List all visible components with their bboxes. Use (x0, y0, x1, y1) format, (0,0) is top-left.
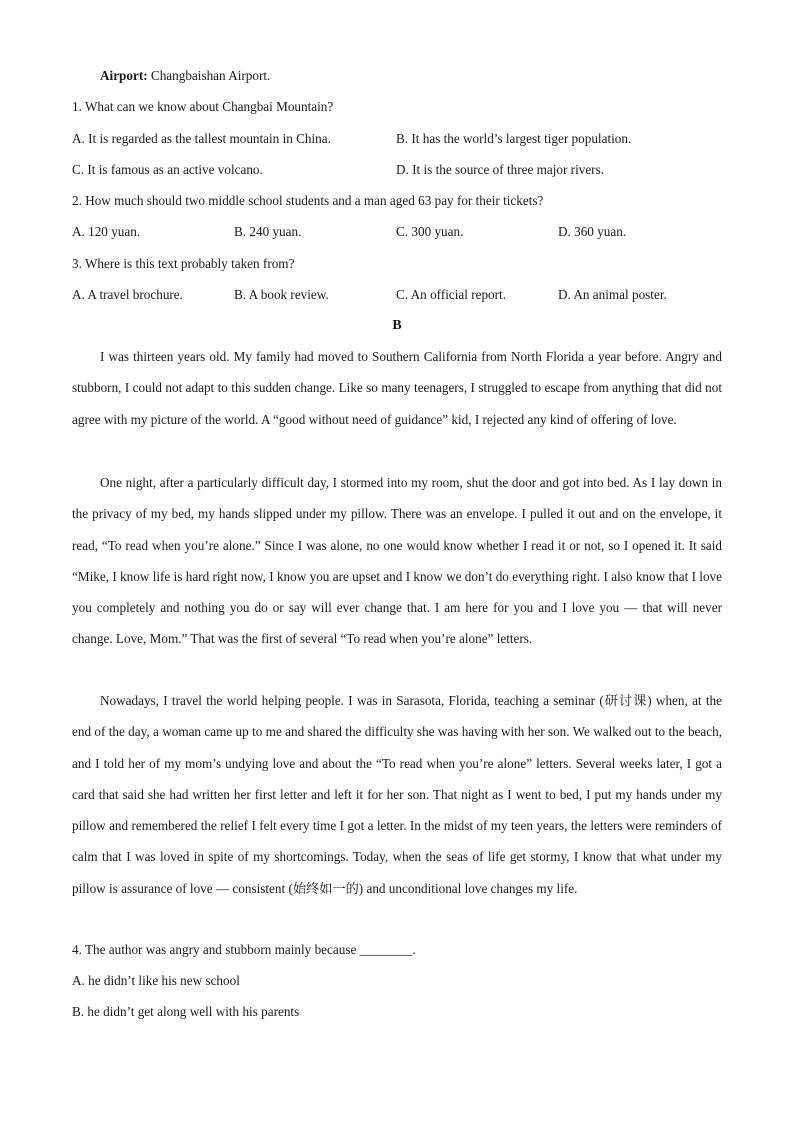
q1-option-a: A. It is regarded as the tallest mountain in China. (72, 131, 331, 146)
passage-paragraph-1: I was thirteen years old. My family had moved to Southern California from North Florida a year before. Angry and stubborn, I could not adapt to this sudden change. Like so many teenagers, I struggled to escape from anything that did not agree with my picture of the world. A “good without need of guidance” kid, I rejected any kind of offering of love. (72, 349, 722, 427)
airport-label: Airport: (100, 68, 148, 83)
question-4-stem: 4. The author was angry and stubborn mainly because ________. (72, 942, 416, 957)
q1-option-c: C. It is famous as an active volcano. (72, 162, 263, 177)
q2-option-c: C. 300 yuan. (396, 224, 464, 239)
airport-value: Changbaishan Airport. (147, 68, 271, 83)
q2-option-d: D. 360 yuan. (558, 224, 627, 239)
passage-paragraph-2: One night, after a particularly difficult day, I stormed into my room, shut the door and got into bed. As I lay down in the privacy of my bed, my hands slipped under my pillow. There was an envelope. I pulled it out and on the envelope, it read, “To read when you’re alone.” Since I was alone, no one would know whether I read it or not, so I opened it. It said “Mike, I know life is hard right now, I know you are upset and I know we don’t do everything right. I also know that I love you completely and nothing you do or say will ever change that. I am here for you and I love you — that will never change. Love, Mom.” That was the first of several “To read when you’re alone” letters. (72, 475, 722, 647)
question-1-stem: 1. What can we know about Changbai Mountain? (72, 99, 334, 114)
q2-option-b: B. 240 yuan. (234, 224, 302, 239)
q1-option-b: B. It has the world’s largest tiger population. (396, 131, 632, 146)
q3-option-a: A. A travel brochure. (72, 287, 183, 302)
airport-line (100, 67, 270, 85)
q4-option-a: A. he didn’t like his new school (72, 973, 240, 988)
q4-option-b: B. he didn’t get along well with his parents (72, 1004, 300, 1019)
q2-option-a: A. 120 yuan. (72, 224, 141, 239)
q3-option-b: B. A book review. (234, 287, 329, 302)
q1-option-d: D. It is the source of three major rivers. (396, 162, 604, 177)
passage-paragraph-3: Nowadays, I travel the world helping people. I was in Sarasota, Florida, teaching a seminar (研讨课) when, at the end of the day, a woman came up to me and shared the difficulty she was having with her son. We walked out to the beach, and I told her of my mom’s undying love and about the “To read when you’re alone” letters. Several weeks later, I got a card that said she had written her first letter and left it for her son. That night as I went to bed, I put my hands under my pillow and remembered the relief I felt every time I got a letter. In the midst of my teen years, the letters were reminders of calm that I was loved in spite of my shortcomings. Today, when the seas of life get stormy, I know that what under my pillow is assurance of love — consistent (始终如一的) and unconditional love changes my life. (72, 693, 722, 896)
question-3-stem: 3. Where is this text probably taken from? (72, 256, 295, 271)
q3-option-c: C. An official report. (396, 287, 506, 302)
question-2-stem: 2. How much should two middle school students and a man aged 63 pay for their tickets? (72, 193, 544, 208)
q3-option-d: D. An animal poster. (558, 287, 667, 302)
section-b-title: B (392, 318, 402, 333)
